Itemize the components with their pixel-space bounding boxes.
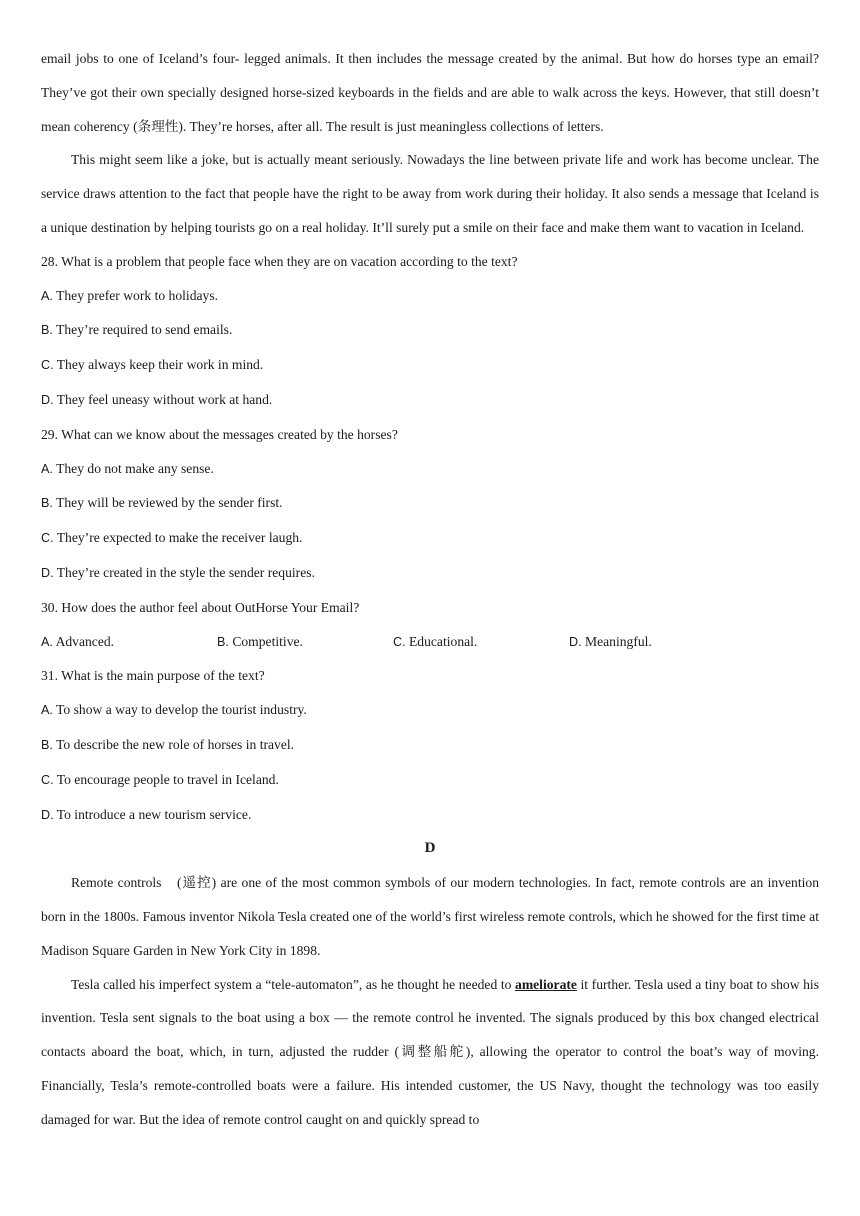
option-c [41, 521, 819, 556]
option-text: Competitive. [232, 633, 303, 649]
passage-c-paragraph-1: email jobs to one of Iceland’s four- legged animals. It then includes the message created by the animal. But how do horses type an email? They’ve got their own specially designed horse-sized keyboards in the fields and are able to walk across the keys. However, that still doesn’t mean coherency (条理性). They’re horses, after all. The result is just meaningless collections of letters. [41, 51, 819, 134]
question-stem [41, 591, 819, 625]
option-text: They will be reviewed by the sender first. [56, 495, 283, 511]
option-text: They always keep their work in mind. [56, 357, 264, 373]
option-text: To introduce a new tourism service. [56, 806, 252, 822]
option-text: They do not make any sense. [56, 460, 214, 476]
option-letter: B. [41, 496, 53, 511]
option-letter: D. [41, 392, 54, 407]
question-text: What is a problem that people face when they are on vacation according to the text? [61, 253, 518, 269]
passage-d-heading: D [424, 840, 436, 857]
option-b [217, 625, 393, 660]
option-b [41, 728, 819, 763]
paragraph-text: Tesla called his imperfect system a “tele-automaton”, as he thought he needed to [71, 976, 516, 992]
question-stem [41, 418, 819, 452]
passage-d-paragraph-1: Remote controls (遥控) are one of the most common symbols of our modern technologies. In fact, remote controls are an invention born in the 1800s. Famous inventor Nikola Tesla created one of the world’s first wireless remote controls, which he showed for the first time at Madison Square Garden in New York City in 1898. [41, 875, 819, 958]
option-text: They’re required to send emails. [56, 322, 233, 338]
option-text: They’re expected to make the receiver laugh. [56, 530, 303, 546]
question-stem [41, 659, 819, 693]
option-c [41, 763, 819, 798]
paragraph-text: it further. Tesla used a tiny boat to show his invention. Tesla sent signals to the boat using a box — the remote control he invented. The signals produced by this box changed electrical contacts aboard the boat, which, in turn, adjusted the rudder (调整船舵), allowing the operator to control the boat’s way of moving. Financially, Tesla’s remote-controlled boats were a failure. His intended customer, the US Navy, thought the technology was too easily damaged for war. But the idea of remote control caught on and quickly spread to [41, 976, 819, 1127]
question-number: 31. [41, 668, 58, 684]
option-text: They feel uneasy without work at hand. [56, 391, 273, 407]
option-letter: A. [41, 703, 53, 718]
question-stem [41, 245, 819, 279]
option-d [41, 798, 819, 833]
question-number: 29. [41, 426, 58, 442]
option-text: Advanced. [55, 633, 115, 649]
options-row [41, 625, 819, 660]
option-text: They’re created in the style the sender requires. [56, 564, 315, 580]
option-text: To encourage people to travel in Iceland. [56, 771, 279, 787]
option-a [41, 693, 819, 728]
option-letter: B. [41, 737, 53, 752]
option-text: Meaningful. [585, 633, 652, 649]
option-letter: D. [569, 634, 582, 649]
option-text: They prefer work to holidays. [56, 287, 219, 303]
option-letter: C. [41, 772, 54, 787]
question-29 [41, 418, 819, 591]
option-letter: A. [41, 288, 53, 303]
keyword-ameliorate: ameliorate [515, 976, 577, 992]
option-text: To describe the new role of horses in travel. [56, 736, 295, 752]
option-d [41, 383, 819, 418]
option-b [41, 313, 819, 348]
option-letter: C. [41, 358, 54, 373]
option-a [41, 279, 819, 314]
passage-d-paragraph-2 [41, 968, 819, 1137]
option-text: To show a way to develop the tourist industry. [56, 702, 307, 718]
option-letter: B. [217, 634, 229, 649]
option-d [569, 625, 745, 660]
question-30 [41, 591, 819, 660]
option-letter: B. [41, 323, 53, 338]
question-number: 28. [41, 253, 58, 269]
option-letter: C. [393, 634, 406, 649]
question-28 [41, 245, 819, 418]
option-letter: A. [41, 634, 53, 649]
option-a [41, 452, 819, 487]
option-d [41, 556, 819, 591]
option-c [41, 348, 819, 383]
option-letter: A. [41, 461, 53, 476]
option-letter: D. [41, 807, 54, 822]
question-number: 30. [41, 599, 58, 615]
document-page [41, 42, 819, 1137]
question-text: What is the main purpose of the text? [61, 668, 265, 684]
option-text: Educational. [409, 633, 478, 649]
passage-c-paragraph-2: This might seem like a joke, but is actually meant seriously. Nowadays the line between private life and work has become unclear. The service draws attention to the fact that people have the right to be away from work during their holiday. It also sends a message that Iceland is a unique destination by helping tourists go on a real holiday. It’ll surely put a smile on their face and make them want to vacation in Iceland. [41, 152, 819, 235]
option-letter: C. [41, 531, 54, 546]
option-b [41, 486, 819, 521]
question-text: How does the author feel about OutHorse Your Email? [61, 599, 360, 615]
question-31 [41, 659, 819, 832]
question-text: What can we know about the messages created by the horses? [61, 426, 398, 442]
option-a [41, 625, 217, 660]
option-letter: D. [41, 565, 54, 580]
option-c [393, 625, 569, 660]
